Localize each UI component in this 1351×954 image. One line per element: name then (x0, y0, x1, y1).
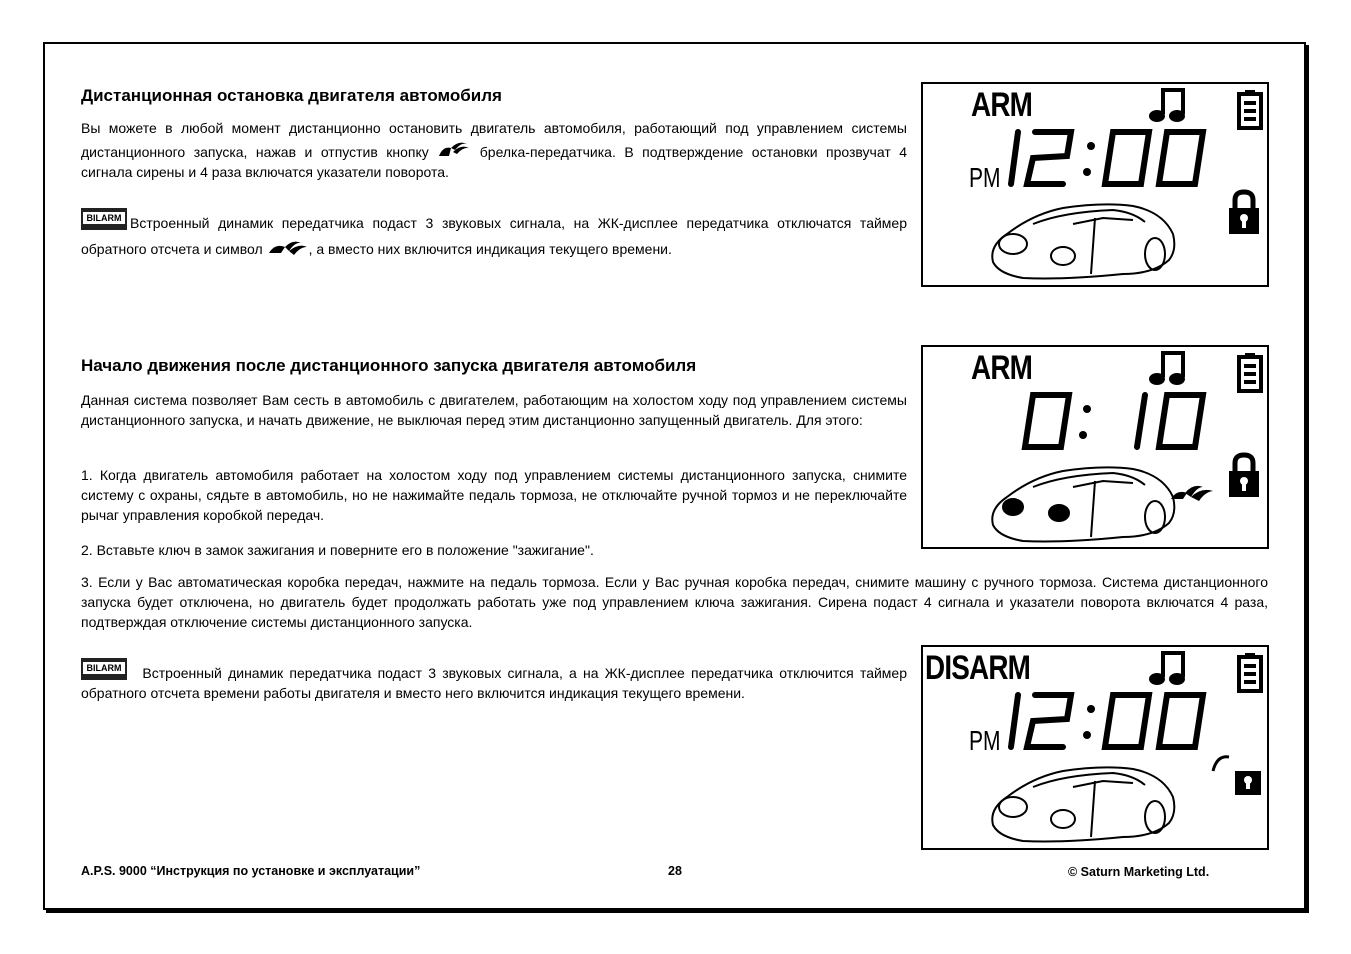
lcd-mode-label: ARM (971, 349, 1033, 387)
bilarm-badge-icon (81, 658, 127, 680)
battery-icon (1239, 90, 1261, 128)
lock-icon (1229, 192, 1259, 234)
lcd-timer-digits (1025, 395, 1203, 447)
lcd-mode-label: DISARM (925, 649, 1031, 687)
battery-icon (1239, 653, 1261, 691)
lcd-pm-label: PM (969, 725, 1001, 756)
engine-stop-button-icon (437, 138, 471, 160)
footer-copyright: © Saturn Marketing Ltd. (1068, 865, 1210, 879)
section1-title: Дистанционная остановка двигателя автомобиля (81, 86, 502, 105)
lcd-display-3 (921, 645, 1269, 850)
engine-running-icon (1171, 486, 1213, 501)
lcd-mode-label: ARM (971, 86, 1033, 124)
page-number: 28 (668, 864, 682, 878)
section1-paragraph-part-a: Вы можете в любой момент дистанционно остановить двигатель автомобиля, работающий под управлением системы дистанционного запуска, нажав и отпустив кнопку (81, 120, 907, 160)
music-note-icon (1151, 353, 1183, 383)
lcd-display-1 (921, 82, 1269, 287)
section2-note (81, 658, 907, 703)
footer-title: A.P.S. 9000 “Инструкция по установке и эксплуатации” (81, 864, 421, 878)
music-note-icon (1151, 653, 1183, 683)
section1-paragraph-part-b: брелка-передатчика. В подтверждение остановки прозвучат 4 сигнала сирены и 4 раза включатся указатели поворота. (81, 144, 907, 180)
car-icon (992, 204, 1174, 278)
lcd-display-1-graphics (923, 84, 1267, 285)
bilarm-badge-label: BILARM (83, 212, 125, 224)
lcd-time-digits (1011, 132, 1203, 184)
section2-step3: 3. Если у Вас автоматическая коробка передач, нажмите на педаль тормоза. Если у Вас ручная коробка передач, снимите машину с ручного тормоза. Система дистанционного запуска будет отключена, но двигатель будет продолжать работать уже под управлением ключа зажигания. Сирена подаст 4 сигнала и указатели поворота включатся 4 раза, подтверждая отключение системы дистанционного запуска. (81, 574, 1268, 630)
section1-note-part-b: , а вместо них включится индикация текущего времени. (308, 241, 672, 257)
lcd-display-3-graphics (923, 647, 1267, 848)
section2-step1: 1. Когда двигатель автомобиля работает на холостом ходу под управлением системы дистанционного запуска, снимите систему с охраны, сядьте в автомобиль, но не нажимайте педаль тормоза, не отключайте ручной тормоз и не переключайте рычаг управления коробкой передач. (81, 467, 907, 523)
lcd-display-2 (921, 345, 1269, 549)
music-note-icon (1151, 90, 1183, 120)
lock-icon (1229, 455, 1259, 497)
lcd-display-2-graphics (923, 347, 1267, 547)
section2-intro: Данная система позволяет Вам сесть в автомобиль с двигателем, работающим на холостом ходу под управлением системы дистанционного запуска, и начать движение, не выключая перед этим дистанционно запущенный двигатель. Для этого: (81, 392, 907, 428)
bilarm-badge-icon (81, 208, 127, 230)
section2-note-text: Встроенный динамик передатчика подаст 3 звуковых сигнала, а на ЖК-дисплее передатчика отключится таймер обратного отсчета времени работы двигателя и вместо него включится индикация текущего времени. (81, 665, 908, 701)
section2-title: Начало движения после дистанционного запуска двигателя автомобиля (81, 356, 697, 375)
battery-icon (1239, 353, 1261, 391)
car-icon (992, 767, 1174, 841)
unlocked-icon (1213, 757, 1261, 795)
lcd-time-digits (1011, 695, 1203, 747)
bilarm-badge-label: BILARM (83, 662, 125, 674)
section2-step2: 2. Вставьте ключ в замок зажигания и поверните его в положение "зажигание". (81, 542, 594, 558)
section1-note (81, 208, 907, 262)
section1-note-part-a: Встроенный динамик передатчика подаст 3 звуковых сигнала, на ЖК-дисплее передатчика отключатся таймер обратного отсчета и символ (81, 215, 907, 257)
engine-running-icon (267, 237, 309, 257)
car-icon (992, 467, 1174, 541)
lcd-pm-label: PM (969, 162, 1001, 193)
section1-paragraph (81, 118, 907, 182)
